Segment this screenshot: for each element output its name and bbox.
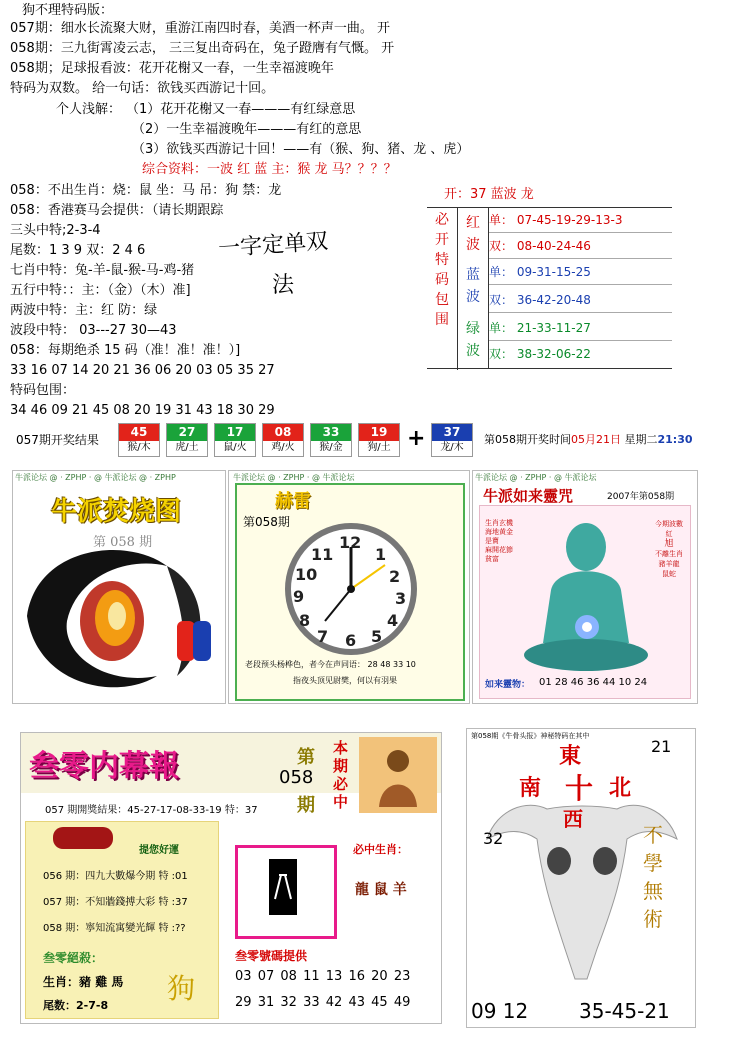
report-result-line: 057 期開獎結果：45-27-17-08-33-19 特：37 bbox=[45, 805, 258, 816]
flame-spiral-graphic bbox=[17, 526, 217, 696]
info-line-3: 三头中特;2-3-4 bbox=[10, 223, 101, 238]
clock-number-8: 8 bbox=[299, 611, 311, 630]
panel1-strip: 牛派论坛 @ · ZPHP · @ 牛派论坛 @ · ZPHP bbox=[15, 473, 176, 482]
wave-blue-single: 单： 09-31-15-25 bbox=[489, 260, 672, 285]
clock-number-11: 11 bbox=[311, 545, 334, 564]
report-must-hit: 本期必中 bbox=[333, 739, 349, 811]
info-line-9: 058：每期绝杀 15 码（准！准！准！）] bbox=[10, 343, 241, 358]
poem-line-057: 057期：细水长流聚大财，重游江南四时春，美酒一杯声一曲。 开 bbox=[10, 21, 390, 36]
clock-number-5: 5 bbox=[371, 627, 383, 646]
report-issue-bottom: 期 bbox=[297, 795, 315, 816]
wave-name-blue: 蓝波 bbox=[458, 264, 489, 308]
skull-north: 北 bbox=[609, 776, 632, 801]
analysis-item-2: （2）一生幸福渡晚年———有红的意思 bbox=[132, 122, 362, 137]
handwritten-line-2: 法 bbox=[272, 273, 295, 298]
panel2-strip: 牛派论坛 @ · ZPHP · @ 牛派论坛 bbox=[233, 473, 355, 482]
report-record-058: 058 期：寧知流寓變光輝 特 :?? bbox=[43, 923, 186, 934]
result-ball-4: 08 鸡/火 bbox=[262, 423, 304, 457]
report-tips-header: 提您好運 bbox=[139, 845, 179, 856]
next-draw-info: 第058期开奖时间05月21日 星期二21:30 bbox=[484, 433, 693, 446]
report-symbol-icon bbox=[269, 859, 297, 915]
panel1-issue: 第 058 期 bbox=[93, 535, 153, 550]
panel3-strip: 牛派论坛 @ · ZPHP · @ 牛派论坛 bbox=[475, 473, 597, 482]
clock-hands bbox=[285, 523, 417, 655]
panel3-title: 牛派如来靈咒 bbox=[483, 487, 574, 505]
report-record-056: 056 期：四九大數爆今期 特 :01 bbox=[43, 871, 188, 882]
panel2-note-2: 指夜头顶见尉樊，何以有羽果 bbox=[293, 676, 397, 685]
panel3-numbers: 01 28 46 36 44 10 24 bbox=[539, 677, 648, 688]
panel2-note-1: 老段预头杨桦色，者今在声同语： 28 48 33 10 bbox=[245, 660, 416, 669]
report-numbers-row-2: 29 31 32 33 42 43 45 49 bbox=[235, 995, 411, 1010]
panel2-issue: 第058期 bbox=[243, 515, 290, 529]
wave-side-label: 必 开 特 码 包 围 bbox=[427, 208, 458, 370]
plus-sign: + bbox=[407, 426, 426, 451]
clock-number-12: 12 bbox=[339, 533, 362, 552]
result-ball-6: 19 狗/土 bbox=[358, 423, 400, 457]
panel3-year-issue: 2007年第058期 bbox=[607, 492, 675, 502]
dog-glyph-icon: 狗 bbox=[167, 972, 196, 1005]
info-line-6: 五行中特：：主：（金）（木）准] bbox=[10, 283, 191, 298]
report-issue-top: 第 bbox=[297, 747, 315, 768]
wave-green-double: 双： 38-32-06-22 bbox=[489, 347, 591, 361]
skull-east: 東 bbox=[559, 744, 582, 769]
panel-ox-skull bbox=[466, 728, 696, 1028]
info-line-11: 特码包围： bbox=[10, 383, 76, 398]
clock-number-7: 7 bbox=[317, 627, 329, 646]
wave-blue-double: 双： 36-42-20-48 bbox=[489, 288, 672, 313]
panel3-numbers-label: 如来靈物： bbox=[485, 680, 531, 690]
clock-number-4: 4 bbox=[387, 611, 399, 630]
result-ball-1: 45 猴/木 bbox=[118, 423, 160, 457]
info-line-12: 34 46 09 21 45 08 20 19 31 43 18 30 29 bbox=[10, 403, 275, 418]
info-line-7: 两波中特：主：红 防：绿 bbox=[10, 303, 158, 318]
clock-number-3: 3 bbox=[395, 589, 407, 608]
panel3-right-badge: 今期波數 紅 旭 不離生肖 豬羊龍 鼠蛇 bbox=[655, 520, 683, 578]
panel1-title: 牛派焚烧图 bbox=[51, 497, 182, 527]
open-result: 开：37 蓝波 龙 bbox=[444, 187, 534, 202]
clock-number-9: 9 bbox=[293, 587, 305, 606]
wave-red-double: 双： 08-40-24-46 bbox=[489, 234, 672, 259]
clock-number-6: 6 bbox=[345, 631, 357, 650]
skull-side-text: 不 學 無 術 bbox=[643, 823, 663, 931]
panel2-title: 赫雷 bbox=[275, 491, 311, 512]
result-ball-2: 27 虎/土 bbox=[166, 423, 208, 457]
report-portrait bbox=[359, 737, 437, 813]
result-ball-special: 37 龙/木 bbox=[431, 423, 473, 457]
hint-line: 特码为双数。 给一句话：欲钱买西游记十回。 bbox=[10, 81, 275, 96]
page-title: 狗不理特码版： bbox=[22, 3, 114, 18]
report-kill-header: 叁零絕殺： bbox=[43, 951, 104, 965]
report-record-057: 057 期：不知牆錢搏大彩 特 :37 bbox=[43, 897, 188, 908]
analysis-item-3: （3）欲钱买西游记十回！——有（猴、狗、猪、龙 、虎） bbox=[132, 142, 470, 157]
football-line: 058期；足球报看波：花开花榭又一春，一生幸福渡晚年 bbox=[10, 61, 334, 76]
report-issue-num: 058 bbox=[279, 767, 314, 788]
clock-number-2: 2 bbox=[389, 567, 401, 586]
clock-number-1: 1 bbox=[375, 545, 387, 564]
wave-red-single: 单： 07-45-19-29-13-3 bbox=[489, 208, 672, 233]
info-line-10: 33 16 07 14 20 21 36 06 20 03 05 35 27 bbox=[10, 363, 275, 378]
result-ball-3: 17 鼠/火 bbox=[214, 423, 256, 457]
wave-name-green: 绿波 bbox=[458, 318, 489, 362]
skull-bottom-left: 09 12 bbox=[471, 999, 529, 1023]
info-line-8: 波段中特： 03---27 30—43 bbox=[10, 323, 177, 338]
report-numbers-label: 叁零號碼提供 bbox=[235, 949, 308, 963]
result-ball-5: 33 猴/金 bbox=[310, 423, 352, 457]
skull-ten: 十 bbox=[565, 772, 594, 805]
info-line-1: 058：不出生肖：烧：鼠 坐：马 吊：狗 禁：龙 bbox=[10, 183, 282, 198]
skull-south: 南 bbox=[519, 776, 542, 801]
wave-green-single: 单： 21-33-11-27 bbox=[489, 316, 672, 341]
summary-line: 综合资料：一波 红 蓝 主：猴 龙 马？？？？ bbox=[142, 162, 397, 177]
panel3-left-badge: 生肖玄機 海地黄金是寶 麻開花節貧富 bbox=[485, 519, 513, 563]
report-title: 叁零内幕報 bbox=[29, 749, 179, 784]
report-must-zodiac: 龍 鼠 羊 bbox=[355, 882, 407, 898]
skull-west: 西 bbox=[563, 807, 583, 831]
info-line-5: 七肖中特：兔-羊-鼠-猴-马-鸡-猪 bbox=[10, 263, 195, 278]
panel-clock bbox=[228, 470, 470, 704]
panel-burn-chart bbox=[12, 470, 226, 704]
wave-table bbox=[427, 207, 672, 369]
poem-line-058: 058期：三九街霄凌云志， 三三复出奇码在，兔子蹬膺有气慨。 开 bbox=[10, 41, 395, 56]
panel-buddha bbox=[472, 470, 698, 704]
buddha-graphic bbox=[521, 515, 651, 675]
wave-name-red: 红波 bbox=[458, 212, 489, 256]
info-line-4: 尾数：1 3 9 双：2 4 6 bbox=[10, 243, 146, 258]
skull-header: 第058期《牛骨头报》神秘特码在其中 bbox=[471, 732, 590, 740]
handwritten-line-1: 一字定单双 bbox=[217, 229, 329, 262]
report-must-zodiac-label: 必中生肖： bbox=[353, 843, 408, 856]
info-line-2: 058：香港赛马会提供：（请长期跟踪 bbox=[10, 203, 224, 218]
report-badge-shape bbox=[53, 827, 113, 849]
panel-sanling-report bbox=[20, 732, 442, 1024]
skull-num-left: 32 bbox=[483, 829, 504, 848]
analysis-label: 个人浅解： bbox=[56, 102, 122, 117]
clock-number-10: 10 bbox=[295, 565, 318, 584]
skull-bottom-right: 35-45-21 bbox=[579, 999, 670, 1023]
report-kill-zodiac: 生肖：豬 雞 馬 bbox=[43, 975, 124, 989]
report-tail: 尾数：2-7-8 bbox=[43, 999, 109, 1012]
results-label: 057期开奖结果 bbox=[16, 433, 99, 447]
wave-name-column bbox=[458, 208, 489, 368]
report-numbers-row-1: 03 07 08 11 13 16 20 23 bbox=[235, 969, 411, 984]
skull-num-top-right: 21 bbox=[651, 737, 672, 756]
analysis-item-1: （1）花开花榭又一春———有红绿意思 bbox=[126, 102, 356, 117]
